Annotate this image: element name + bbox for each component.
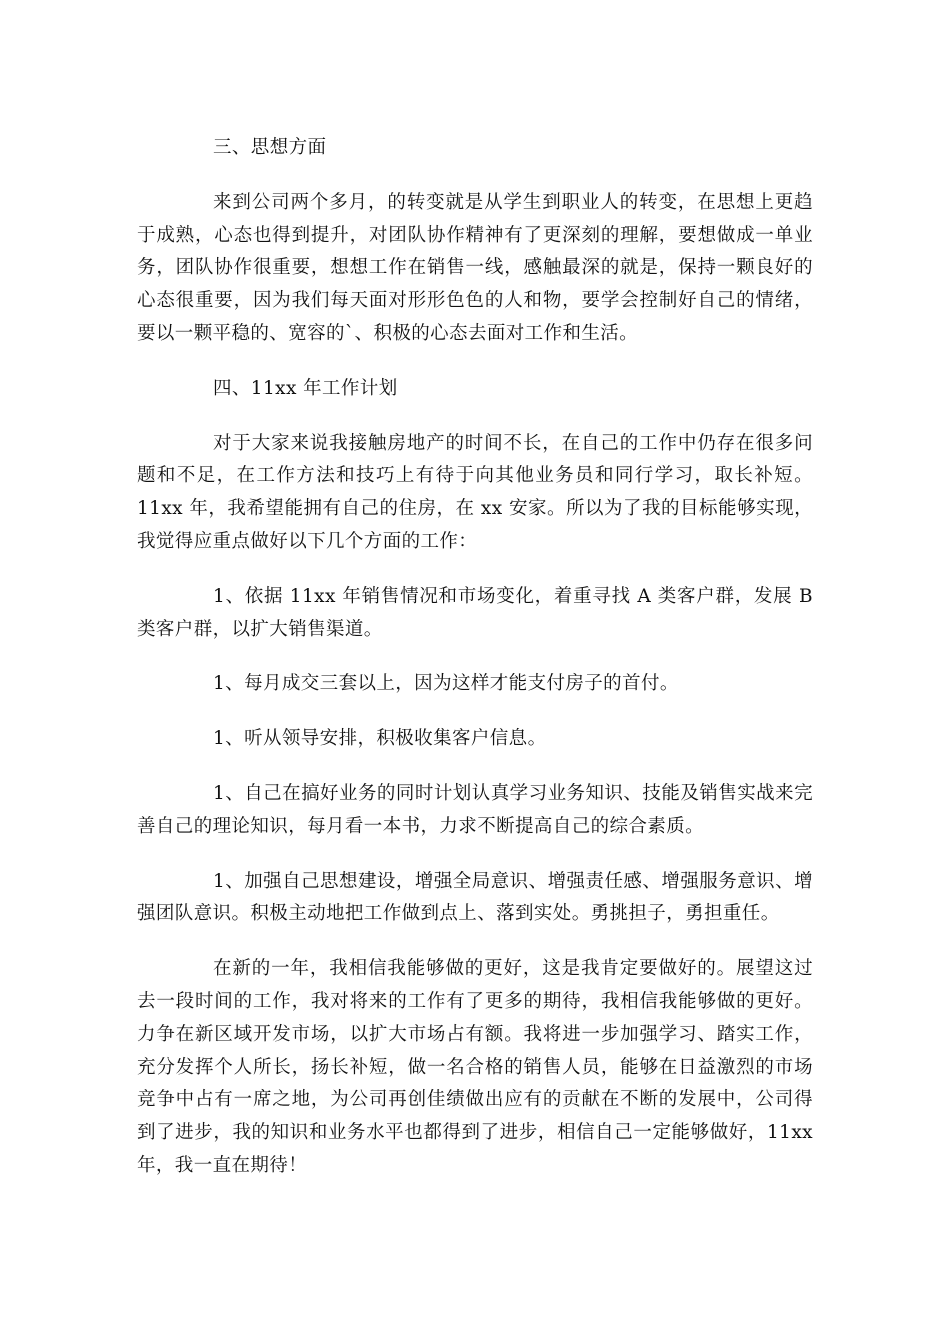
plan-item-mindset: 1、加强自己思想建设，增强全局意识、增强责任感、增强服务意识、增强团队意识。积极主动地把工作做到点上、落到实处。勇挑担子，勇担重任。 bbox=[137, 870, 813, 925]
paragraph-thoughts: 来到公司两个多月，的转变就是从学生到职业人的转变，在思想上更趋于成熟，心态也得到提升，对团队协作精神有了更深刻的理解，要想做成一单业务，团队协作很重要，想想工作在销售一线，感触最深的就是，保持一颗良好的心态很重要，因为我们每天面对形形色色的人和物，要学会控制好自己的情绪，要以一颗平稳的、宽容的`、积极的心态去面对工作和生活。 bbox=[137, 191, 813, 344]
paragraph-plan-intro: 对于大家来说我接触房地产的时间不长，在自己的工作中仍存在很多问题和不足，在工作方法和技巧上有待于向其他业务员和同行学习，取长补短。11xx 年，我希望能拥有自己的住房，在 xx 安家。所以为了我的目标能够实现，我觉得应重点做好以下几个方面的工作： bbox=[137, 432, 813, 552]
plan-item-monthly-deals: 1、每月成交三套以上，因为这样才能支付房子的首付。 bbox=[213, 673, 679, 695]
plan-item-sales-channels: 1、依据 11xx 年销售情况和市场变化，着重寻找 A 类客户群，发展 B 类客户群，以扩大销售渠道。 bbox=[137, 585, 813, 640]
paragraph-conclusion: 在新的一年，我相信我能够做的更好，这是我肯定要做好的。展望这过去一段时间的工作，我对将来的工作有了更多的期待，我相信我能够做的更好。力争在新区域开发市场，以扩大市场占有额。我将进一步加强学习、踏实工作，充分发挥个人所长，扬长补短，做一名合格的销售人员，能够在日益激烈的市场竞争中占有一席之地，为公司再创佳绩做出应有的贡献在不断的发展中，公司得到了进步，我的知识和业务水平也都得到了进步，相信自己一定能够做好，11xx 年，我一直在期待！ bbox=[137, 958, 813, 1176]
section-heading-work-plan: 四、11xx 年工作计划 bbox=[213, 377, 398, 399]
document-body bbox=[137, 132, 813, 1205]
section-heading-thoughts: 三、思想方面 bbox=[213, 137, 327, 158]
plan-item-customer-info: 1、听从领导安排，积极收集客户信息。 bbox=[213, 728, 547, 750]
plan-item-self-study: 1、自己在搞好业务的同时计划认真学习业务知识、技能及销售实战来完善自己的理论知识，每月看一本书，力求不断提高自己的综合素质。 bbox=[137, 782, 813, 837]
